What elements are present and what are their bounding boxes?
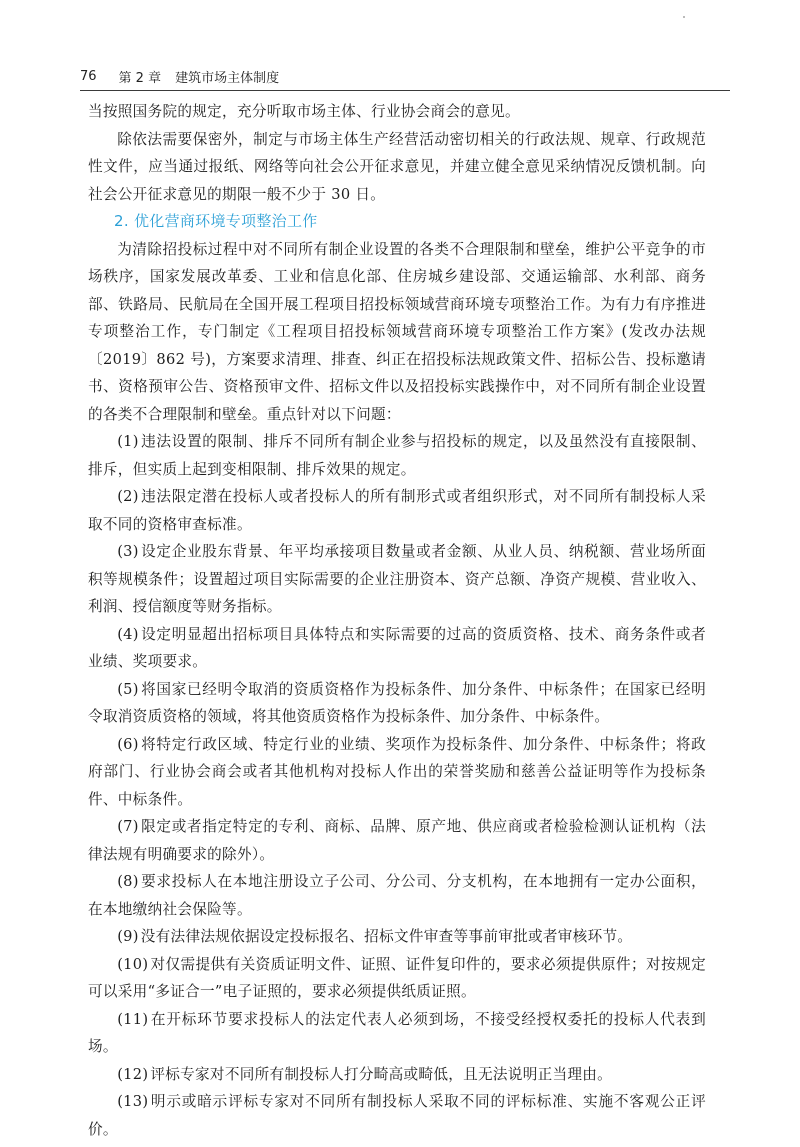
item-number: (12) <box>117 1065 149 1083</box>
item-number: (3) <box>117 543 139 560</box>
list-item <box>88 483 706 538</box>
item-text: 将国家已经明令取消的资质资格作为投标条件、加分条件、中标条件；在国家已经明令取消资质资格的领域，将其他资质资格作为投标条件、加分条件、中标条件。 <box>88 680 706 725</box>
item-text: 评标专家对不同所有制投标人打分畸高或畸低，且无法说明正当理由。 <box>150 1065 613 1083</box>
list-item <box>88 731 706 814</box>
item-number: (13) <box>117 1093 149 1110</box>
list-item <box>88 1088 706 1143</box>
item-text: 将特定行政区域、特定行业的业绩、奖项作为投标条件、加分条件、中标条件；将政府部门、行业协会商会或者其他机构对投标人作出的荣誉奖励和慈善公益证明等作为投标条件、中标条件。 <box>88 735 706 808</box>
list-item <box>88 428 706 483</box>
paragraph-disclosure: 除依法需要保密外，制定与市场主体生产经营活动密切相关的行政法规、规章、行政规范性文件，应当通过报纸、网络等向社会公开征求意见，并建立健全意见采纳情况反馈机制。向社会公开征求意见的期限一般不少于 30 日。 <box>88 130 706 203</box>
list-item <box>88 951 706 1006</box>
item-text: 要求投标人在本地注册设立子公司、分公司、分支机构，在本地拥有一定办公面积，在本地缴纳社会保险等。 <box>88 873 706 918</box>
page-number: 76 <box>80 68 97 84</box>
item-text: 设定明显超出招标项目具体特点和实际需要的过高的资质资格、技术、商务条件或者业绩、奖项要求。 <box>88 625 706 670</box>
list-item <box>88 813 706 868</box>
item-number: (7) <box>117 818 139 835</box>
item-text: 没有法律法规依据设定投标报名、招标文件审查等事前审批或者审核环节。 <box>140 928 633 945</box>
header-rule <box>80 90 730 91</box>
paragraph-intro: 为清除招投标过程中对不同所有制企业设置的各类不合理限制和壁垒，维护公平竞争的市场秩序，国家发展改革委、工业和信息化部、住房城乡建设部、交通运输部、水利部、商务部、铁路局、民航局在全国开展工程项目招投标领域营商环境专项整治工作。为有力有序推进专项整治工作，专门制定《工程项目招投标领域营商环境专项整治工作方案》(发改办法规〔2019〕862 号)，方案要求清理、排查、纠正在招投标法规政策文件、招标公告、投标邀请书、资格预审公告、资格预审文件、招标文件以及招投标实践操作中，对不同所有制企业设置的各类不合理限制和壁垒。重点针对以下问题： <box>88 240 706 423</box>
item-text: 明示或暗示评标专家对不同所有制投标人采取不同的评标标准、实施不客观公正评价。 <box>88 1093 706 1138</box>
item-number: (8) <box>117 873 139 890</box>
chapter-number: 第 2 章 <box>118 70 162 86</box>
list-item <box>88 923 706 951</box>
item-text: 限定或者指定特定的专利、商标、品牌、原产地、供应商或者检验检测认证机构（法律法规有明确要求的除外）。 <box>88 818 706 863</box>
scan-dot <box>683 16 685 18</box>
paragraph-continuation: 当按照国务院的规定，充分听取市场主体、行业协会商会的意见。 <box>88 103 520 120</box>
chapter-title: 建筑市场主体制度 <box>175 70 280 86</box>
list-item <box>88 538 706 621</box>
list-item <box>88 676 706 731</box>
list-item <box>88 1061 706 1089</box>
item-number: (11) <box>117 1010 149 1028</box>
item-number: (6) <box>117 735 139 753</box>
item-number: (10) <box>117 955 149 973</box>
body-text <box>88 98 706 1143</box>
item-text: 设定企业股东背景、年平均承接项目数量或者金额、从业人员、纳税额、营业场所面积等规模条件；设置超过项目实际需要的企业注册资本、资产总额、净资产规模、营业收入、利润、授信额度等财务指标。 <box>88 543 706 615</box>
item-text: 在开标环节要求投标人的法定代表人必须到场，不接受经授权委托的投标人代表到场。 <box>88 1010 706 1055</box>
list-item <box>88 868 706 923</box>
item-number: (2) <box>117 488 139 505</box>
list-item <box>88 621 706 676</box>
item-number: (1) <box>117 433 139 450</box>
item-text: 对仅需提供有关资质证明文件、证照、证件复印件的，要求必须提供原件；对按规定可以采用“多证合一”电子证照的，要求必须提供纸质证照。 <box>88 955 706 1000</box>
item-number: (5) <box>117 680 139 698</box>
item-number: (9) <box>117 928 139 945</box>
item-text: 违法设置的限制、排斥不同所有制企业参与招投标的规定，以及虽然没有直接限制、排斥，但实质上起到变相限制、排斥效果的规定。 <box>88 433 706 478</box>
item-text: 违法限定潜在投标人或者投标人的所有制形式或者组织形式，对不同所有制投标人采取不同的资格审查标准。 <box>88 488 706 533</box>
running-header <box>80 64 730 88</box>
list-item <box>88 1006 706 1061</box>
item-number: (4) <box>117 625 139 643</box>
section-heading: 2. 优化营商环境专项整治工作 <box>114 212 318 230</box>
